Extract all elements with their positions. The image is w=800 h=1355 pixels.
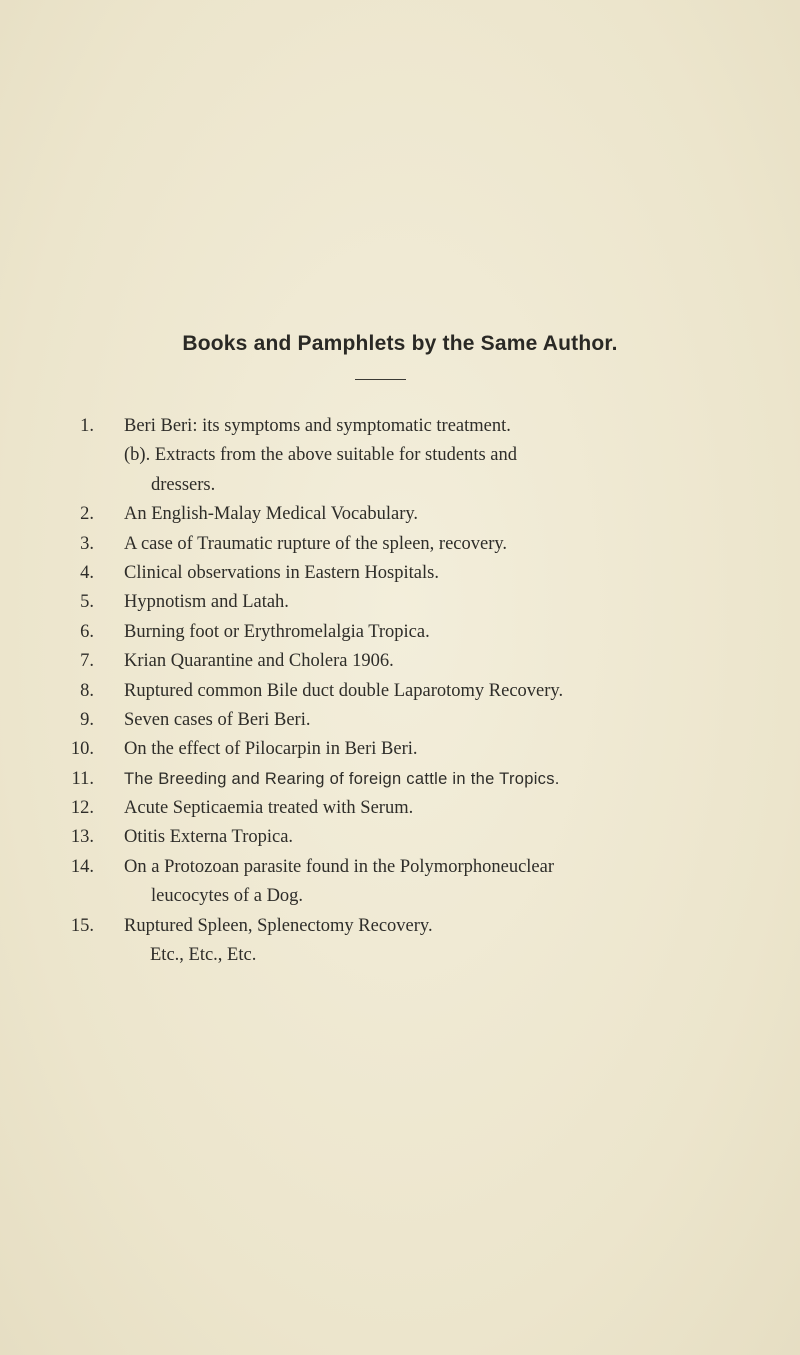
list-item (0, 530, 800, 559)
item-title: Ruptured common Bile duct double Laparotomy Recovery. (124, 680, 564, 701)
list-item (0, 588, 800, 617)
list-item (0, 823, 800, 852)
item-title: Otitis Externa Tropica. (124, 827, 294, 848)
item-title: dressers. (151, 474, 216, 495)
item-title: The Breeding and Rearing of foreign cattle in the Tropics. (124, 769, 560, 788)
list-item (0, 765, 800, 794)
item-title: An English-Malay Medical Vocabulary. (124, 504, 419, 525)
item-title: (b). Extracts from the above suitable for students and (124, 445, 518, 466)
item-title: Burning foot or Erythromelalgia Tropica. (124, 621, 430, 642)
item-title: Ruptured Spleen, Splenectomy Recovery. (124, 915, 433, 936)
item-number: 7. (80, 651, 94, 672)
item-number: 11. (71, 768, 94, 789)
list-item (0, 618, 800, 647)
item-title: Clinical observations in Eastern Hospitals. (124, 562, 439, 583)
item-number: 1. (80, 416, 94, 436)
list-item-continuation (0, 441, 800, 470)
list-item (0, 735, 800, 764)
item-title: Acute Septicaemia treated with Serum. (124, 798, 414, 819)
item-number: 14. (70, 856, 94, 877)
item-title: leucocytes of a Dog. (151, 886, 304, 907)
list-item (0, 677, 800, 706)
item-number: 4. (80, 562, 94, 583)
list-item-continuation (0, 882, 800, 911)
list-item (0, 853, 800, 882)
publication-list (0, 412, 800, 970)
item-title: Hypnotism and Latah. (124, 592, 289, 613)
item-number: 6. (80, 621, 94, 642)
list-item-continuation (0, 941, 800, 970)
item-title: On the effect of Pilocarpin in Beri Beri. (124, 739, 418, 760)
list-item (0, 706, 800, 735)
item-number: 10. (70, 739, 94, 760)
item-number: 13. (70, 827, 94, 848)
list-item-continuation (0, 471, 800, 500)
list-item (0, 647, 800, 676)
item-number: 3. (80, 533, 94, 554)
list-item (0, 500, 800, 529)
item-title: Seven cases of Beri Beri. (124, 709, 311, 730)
page-title: Books and Pamphlets by the Same Author. (182, 332, 618, 355)
list-item (0, 794, 800, 823)
item-title: Krian Quarantine and Cholera 1906. (124, 651, 394, 672)
item-number: 2. (80, 504, 94, 525)
etc-line: Etc., Etc., Etc. (150, 945, 257, 966)
list-item (0, 912, 800, 941)
item-number: 8. (80, 680, 94, 701)
item-number: 15. (70, 915, 94, 936)
item-title: Beri Beri: its symptoms and symptomatic treatment. (124, 416, 511, 436)
list-item (0, 412, 800, 441)
item-number: 12. (70, 798, 94, 819)
item-number: 5. (80, 592, 94, 613)
item-title: A case of Traumatic rupture of the spleen, recovery. (124, 533, 508, 554)
title-rule (355, 379, 406, 380)
item-title: On a Protozoan parasite found in the Polymorphoneuclear (124, 856, 555, 877)
list-item (0, 559, 800, 588)
item-number: 9. (80, 709, 94, 730)
